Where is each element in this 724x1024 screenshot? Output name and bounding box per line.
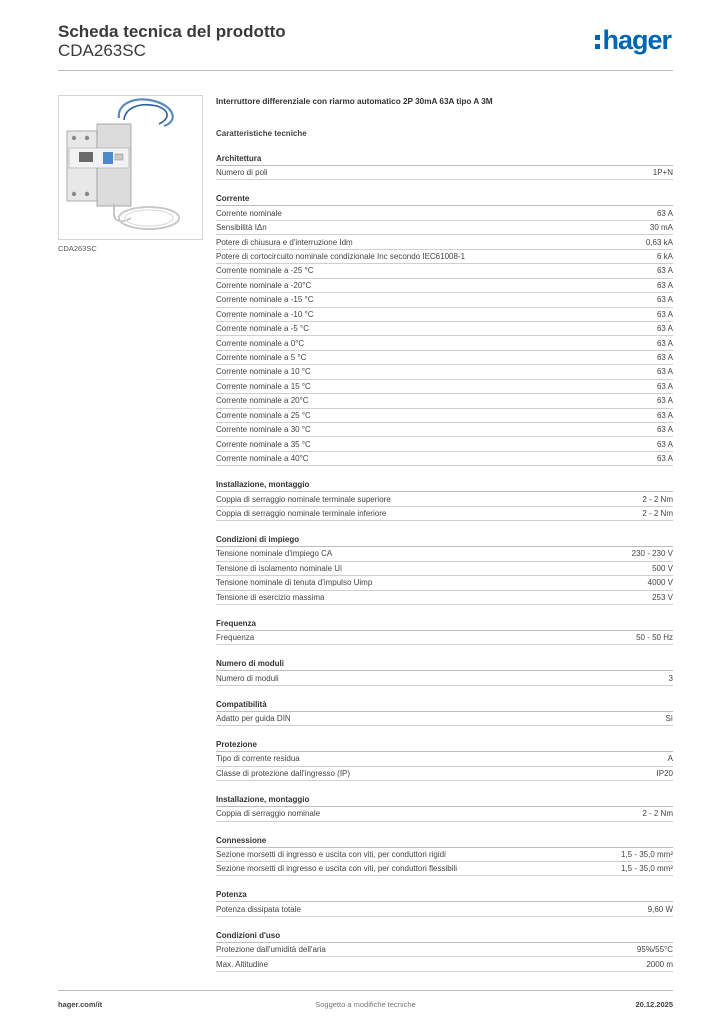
spec-label: Corrente nominale a 40°C [216,454,309,464]
spec-value: 63 A [656,410,673,420]
product-image [58,95,203,240]
spec-label: Tensione di esercizio massima [216,592,325,602]
spec-row [216,423,673,437]
spec-sheet [216,94,673,972]
spec-value: 230 - 230 V [631,549,673,559]
spec-value: 3 [668,673,673,683]
spec-row [216,166,673,180]
spec-row [216,752,673,766]
footer-website-link[interactable]: hager.com/it [58,1000,103,1009]
spec-label: Numero di poli [216,168,268,178]
spec-row [216,308,673,322]
spec-label: Potenza dissipata totale [216,904,301,914]
spec-row [216,351,673,365]
spec-value: 63 A [656,266,673,276]
spec-label: Sezione morsetti di ingresso e uscita con viti, per conduttori flessibili [216,864,457,874]
spec-row [216,322,673,336]
spec-label: Tensione di isolamento nominale Ui [216,563,342,573]
image-caption: CDA263SC [58,244,97,253]
spec-label: Coppia di serraggio nominale terminale inferiore [216,508,387,518]
spec-label: Corrente nominale a -15 °C [216,295,314,305]
spec-value: 30 mA [649,223,673,233]
spec-label: Corrente nominale a -10 °C [216,309,314,319]
spec-label: Corrente nominale a 30 °C [216,425,311,435]
spec-row [216,264,673,278]
spec-value: 63 A [656,367,673,377]
spec-label: Coppia di serraggio nominale [216,809,321,819]
spec-label: Max. Altitudine [216,959,269,969]
section-title: Numero di moduli [216,657,673,671]
spec-row [216,394,673,408]
spec-label: Corrente nominale a 0°C [216,338,305,348]
section-title: Connessione [216,834,673,848]
spec-value: 2 - 2 Nm [642,809,673,819]
spec-label: Protezione dall'umidità dell'aria [216,945,326,955]
spec-label: Frequenza [216,633,255,643]
spec-label: Sezione morsetti di ingresso e uscita con viti, per conduttori rigidi [216,849,446,859]
spec-value: 63 A [656,425,673,435]
footer-note: Soggetto a modifiche tecniche [315,1000,416,1009]
spec-sections [216,152,673,972]
spec-label: Sensibilità IΔn [216,223,267,233]
spec-row [216,507,673,521]
spec-row [216,547,673,561]
spec-value: 63 A [656,381,673,391]
spec-value: 2 - 2 Nm [642,494,673,504]
characteristics-title: Caratteristiche tecniche [216,129,307,138]
spec-label: Corrente nominale a -20°C [216,280,312,290]
spec-value: 1,5 - 35,0 mm² [620,864,673,874]
spec-value: A [667,754,673,764]
spec-value: 63 A [656,208,673,218]
spec-row [216,365,673,379]
spec-label: Potere di chiusura e d'interruzione Idm [216,237,353,247]
spec-label: Tipo di corrente residua [216,754,300,764]
hager-logo [595,26,671,54]
spec-row [216,235,673,249]
spec-row [216,492,673,506]
spec-row [216,848,673,862]
spec-row [216,957,673,971]
spec-label: Corrente nominale a 20°C [216,396,309,406]
spec-label: Corrente nominale a 35 °C [216,439,311,449]
spec-label: Corrente nominale a 10 °C [216,367,311,377]
product-title: Interruttore differenziale con riarmo automatico 2P 30mA 63A tipo A 3M [216,97,493,106]
spec-value: 95%/55°C [636,945,673,955]
spec-label: Tensione nominale di tenuta d'impulso Uimp [216,578,373,588]
spec-row [216,452,673,466]
spec-row [216,807,673,821]
spec-value: 1,5 - 35,0 mm² [620,849,673,859]
spec-value: 63 A [656,454,673,464]
footer-date: 20.12.2025 [635,1000,673,1009]
spec-row [216,250,673,264]
spec-label: Corrente nominale a 5 °C [216,353,307,363]
spec-label: Corrente nominale [216,208,282,218]
spec-row [216,576,673,590]
spec-value: 63 A [656,309,673,319]
section-title: Corrente [216,192,673,206]
spec-value: 9,60 W [647,904,673,914]
spec-label: Corrente nominale a 25 °C [216,410,311,420]
section-title: Condizioni di impiego [216,533,673,547]
spec-row [216,712,673,726]
spec-row [216,409,673,423]
section-title: Installazione, montaggio [216,793,673,807]
spec-value: 500 V [652,563,673,573]
spec-row [216,591,673,605]
page-title: Scheda tecnica del prodotto [58,22,286,41]
spec-value: 1P+N [652,168,673,178]
rcd-device-icon [59,96,202,239]
spec-value: 2 - 2 Nm [642,508,673,518]
spec-row [216,562,673,576]
spec-label: Corrente nominale a -25 °C [216,266,314,276]
spec-row [216,293,673,307]
section-title: Frequenza [216,617,673,631]
spec-label: Potere di cortocircuito nominale condizionale Inc secondo IEC61008-1 [216,251,466,261]
spec-value: 0,63 kA [645,237,673,247]
spec-value: 2000 m [646,959,673,969]
section-title: Condizioni d'uso [216,929,673,943]
spec-row [216,221,673,235]
spec-row [216,902,673,916]
spec-row [216,767,673,781]
spec-row [216,943,673,957]
spec-value: Sì [665,714,673,724]
spec-value: 6 kA [656,251,673,261]
spec-row [216,671,673,685]
section-title: Architettura [216,152,673,166]
spec-value: 63 A [656,353,673,363]
spec-label: Adatto per guida DIN [216,714,291,724]
spec-row [216,206,673,220]
spec-value: 50 - 50 Hz [636,633,673,643]
spec-value: 63 A [656,280,673,290]
spec-value: 63 A [656,396,673,406]
spec-label: Tensione nominale d'impiego CA [216,549,333,559]
spec-value: 63 A [656,324,673,334]
product-code: CDA263SC [58,41,146,60]
section-title: Protezione [216,738,673,752]
section-title: Compatibilità [216,698,673,712]
section-title: Potenza [216,888,673,902]
spec-label: Numero di moduli [216,673,279,683]
spec-label: Corrente nominale a 15 °C [216,381,311,391]
spec-label: Coppia di serraggio nominale terminale superiore [216,494,391,504]
spec-value: 63 A [656,439,673,449]
spec-row [216,336,673,350]
logo-text: hager [602,24,671,55]
spec-value: IP20 [656,768,673,778]
spec-row [216,862,673,876]
spec-label: Corrente nominale a -5 °C [216,324,310,334]
logo-dots-icon [595,35,600,49]
spec-value: 4000 V [647,578,673,588]
spec-value: 253 V [652,592,673,602]
spec-row [216,437,673,451]
section-title: Installazione, montaggio [216,478,673,492]
spec-row [216,279,673,293]
spec-row [216,631,673,645]
spec-label: Classe di protezione dall'ingresso (IP) [216,768,351,778]
page-footer [58,990,673,1015]
spec-value: 63 A [656,338,673,348]
spec-row [216,380,673,394]
page-header [58,20,673,71]
spec-value: 63 A [656,295,673,305]
